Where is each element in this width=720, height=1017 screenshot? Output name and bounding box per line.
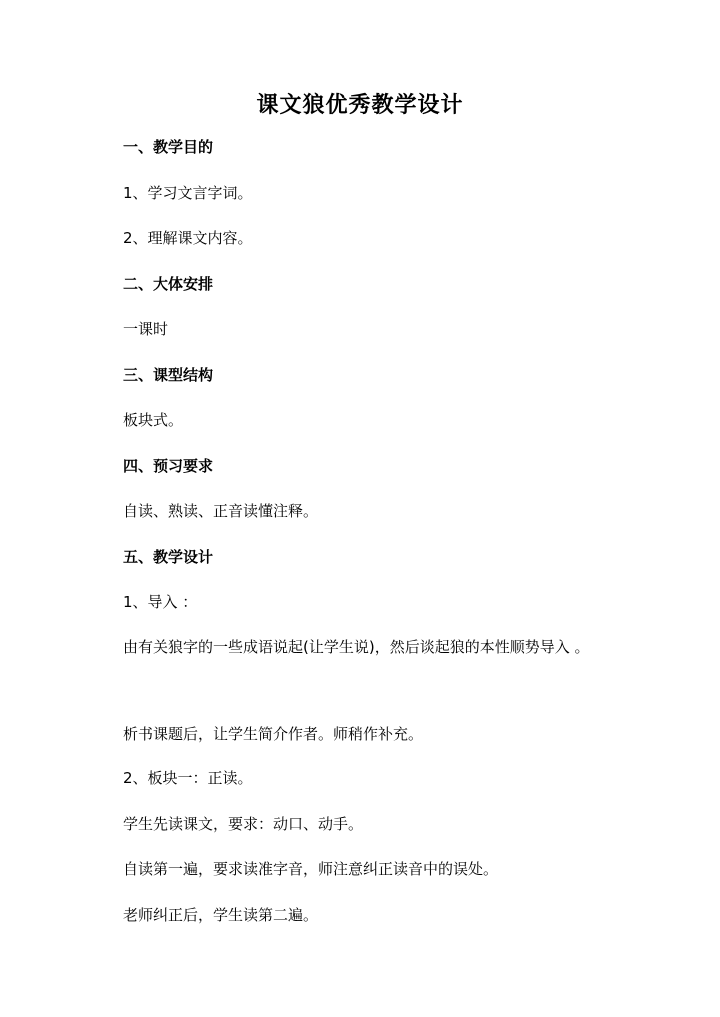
design-step-1-note: 析书课题后，让学生简介作者。师稍作补充。: [123, 725, 424, 743]
design-step-2-line-1: 学生先读课文，要求：动口、动手。: [123, 815, 364, 833]
design-step-1-label: 1、导入 ：: [123, 593, 198, 611]
design-step-2-label: 2、板块一：正读。: [123, 769, 253, 787]
section-heading-arrangement: 二、大体安排: [123, 275, 214, 293]
section-heading-objectives: 一、教学目的: [123, 138, 214, 156]
section-heading-design: 五、教学设计: [123, 548, 214, 566]
objective-item-2: 2、理解课文内容。: [123, 229, 253, 247]
preview-text: 自读、熟读、正音读懂注释。: [123, 502, 319, 520]
section-heading-structure: 三、课型结构: [123, 366, 214, 384]
structure-text: 板块式。: [123, 411, 184, 429]
design-step-2-line-3: 老师纠正后，学生读第二遍。: [123, 906, 319, 924]
design-step-1-paragraph: 由有关狼字的一些成语说起(让学生说)，然后谈起狼的本性顺势导入 。: [123, 638, 590, 656]
objective-item-1: 1、学习文言字词。: [123, 184, 253, 202]
document-title: 课文狼优秀教学设计: [256, 92, 464, 118]
section-heading-preview: 四、预习要求: [123, 457, 214, 475]
design-step-2-line-2: 自读第一遍，要求读准字音，师注意纠正读音中的误处。: [123, 860, 499, 878]
arrangement-text: 一课时: [123, 320, 169, 338]
